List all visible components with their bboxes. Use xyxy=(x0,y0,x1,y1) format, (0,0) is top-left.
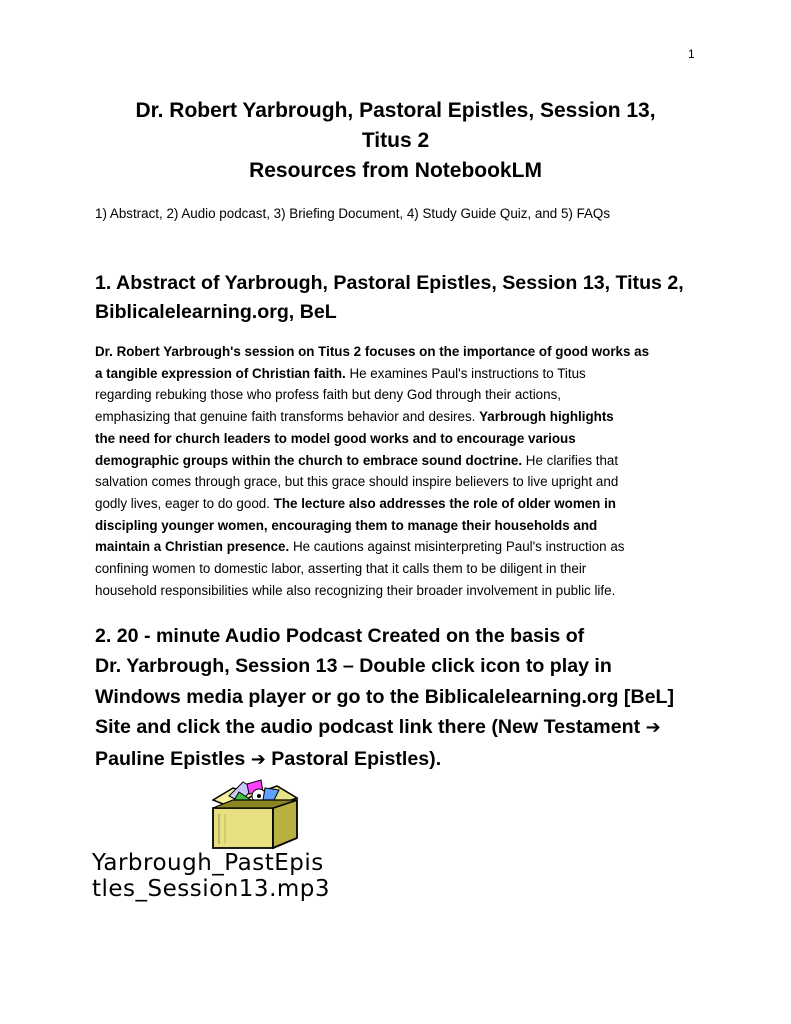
audio-package-icon[interactable] xyxy=(203,778,303,850)
arrow-right-icon: ➔ xyxy=(645,717,661,739)
title-line-3: Resources from NotebookLM xyxy=(249,159,542,182)
abstract-line: confining women to domestic labor, asserting that it calls them to be diligent in their xyxy=(95,561,587,577)
podcast-heading-line-4: Site and click the audio podcast link there (New Testament ➔ xyxy=(95,716,661,739)
title-line-1: Dr. Robert Yarbrough, Pastoral Epistles, Session 13, xyxy=(135,99,656,122)
abstract-line: maintain a Christian presence. He cautions against misinterpreting Paul's instruction as xyxy=(95,539,625,555)
abstract-line: emphasizing that genuine faith transforms behavior and desires. Yarbrough highlights xyxy=(95,409,614,425)
contents-list: 1) Abstract, 2) Audio podcast, 3) Briefing Document, 4) Study Guide Quiz, and 5) FAQs xyxy=(95,206,611,221)
podcast-heading-line-5: Pauline Epistles ➔ Pastoral Epistles). xyxy=(95,747,442,770)
title-line-2: Titus 2 xyxy=(361,129,430,152)
abstract-line: demographic groups within the church to embrace sound doctrine. He clarifies that xyxy=(95,452,619,468)
abstract-body xyxy=(95,341,705,601)
podcast-heading-line-2: Dr. Yarbrough, Session 13 – Double click icon to play in xyxy=(95,655,612,678)
abstract-line: regarding rebuking those who profess faith but deny God through their actions, xyxy=(95,387,561,403)
abstract-heading-line-1: 1. Abstract of Yarbrough, Pastoral Epistles, Session 13, Titus 2, xyxy=(95,272,684,294)
abstract-line: the need for church leaders to model good works and to encourage various xyxy=(95,430,576,446)
page-number: 1 xyxy=(688,47,695,61)
audio-filename[interactable] xyxy=(92,850,330,902)
podcast-heading-line-1: 2. 20 - minute Audio Podcast Created on the basis of xyxy=(95,625,585,647)
abstract-line: Dr. Robert Yarbrough's session on Titus 2 focuses on the importance of good works as xyxy=(95,344,650,359)
arrow-right-icon: ➔ xyxy=(250,748,266,770)
abstract-line: discipling younger women, encouraging them to manage their households and xyxy=(95,517,598,533)
filename-line-2: tles_Session13.mp3 xyxy=(92,876,331,902)
podcast-heading-line-3: Windows media player or go to the Biblicalelearning.org [BeL] xyxy=(95,685,675,708)
filename-line-1: Yarbrough_PastEpis xyxy=(92,850,324,876)
abstract-heading xyxy=(95,269,684,327)
abstract-line: household responsibilities while also recognizing their broader involvement in public life. xyxy=(95,582,616,598)
abstract-line: salvation comes through grace, but this grace should inspire believers to live upright and xyxy=(95,474,619,490)
abstract-line: a tangible expression of Christian faith. He examines Paul's instructions to Titus xyxy=(95,365,586,381)
abstract-heading-line-2: Biblicalelearning.org, BeL xyxy=(95,301,337,323)
abstract-line: godly lives, eager to do good. The lecture also addresses the role of older women in xyxy=(95,495,616,511)
podcast-heading xyxy=(95,621,674,775)
document-title xyxy=(70,96,721,186)
